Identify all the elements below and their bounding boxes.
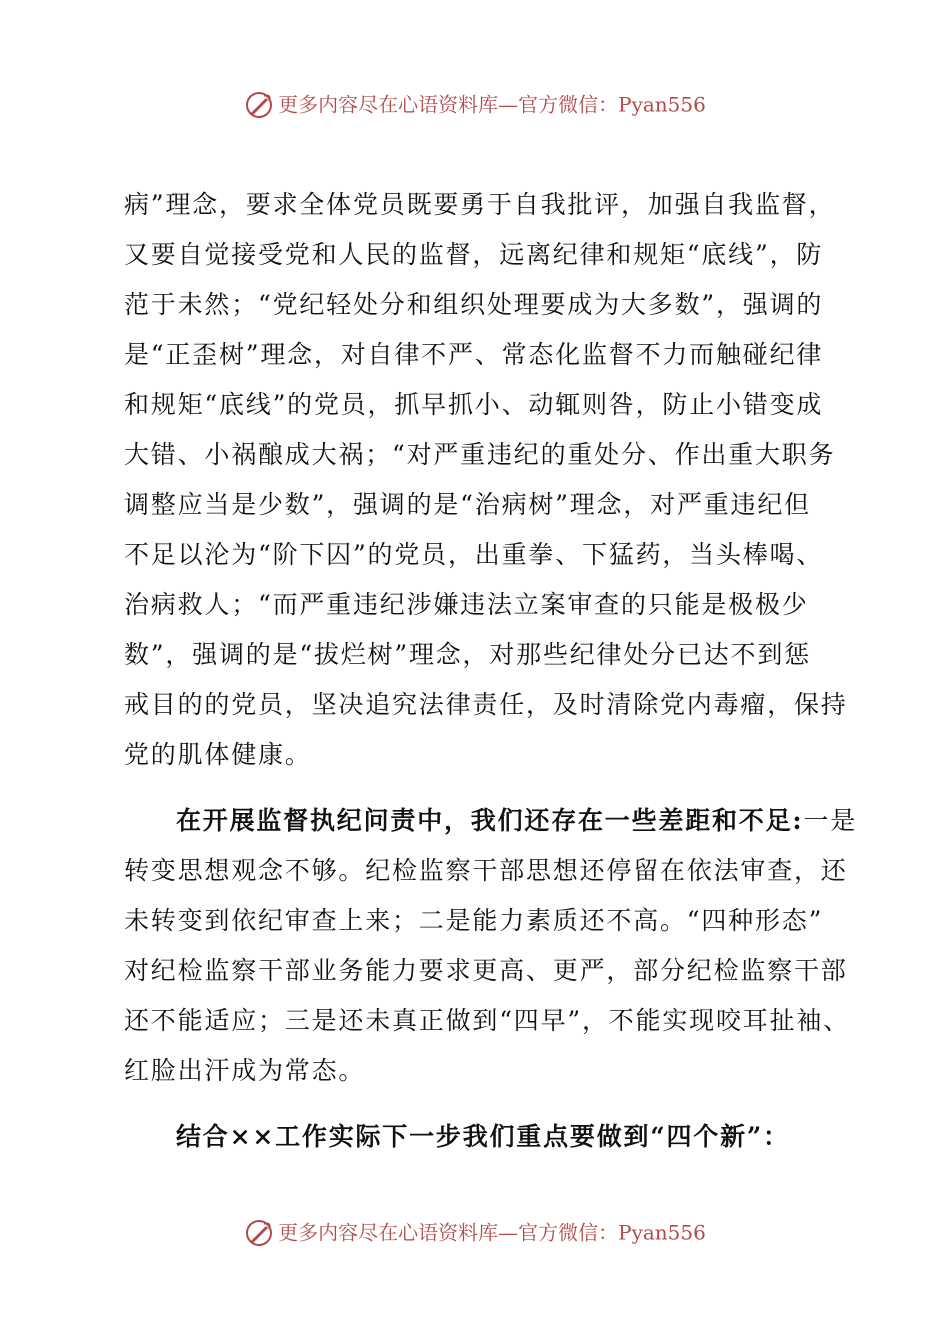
text-line: 又要自觉接受党和人民的监督，远离纪律和规矩“底线”，防 [124, 240, 824, 269]
text-line: 范于未然；“党纪轻处分和组织处理要成为大多数”，强调的 [124, 290, 824, 319]
text-line: 病”理念，要求全体党员既要勇于自我批评，加强自我监督， [124, 190, 836, 219]
text-line: 戒目的的党员，坚决追究法律责任，及时清除党内毒瘤，保持 [124, 690, 848, 719]
watermark-text: 更多内容尽在心语资料库—官方微信：Pyan556 [278, 92, 706, 117]
text-line: 调整应当是少数”，强调的是“治病树”理念，对严重违纪但 [124, 490, 811, 519]
paragraph-discipline-concepts [124, 180, 848, 780]
text-line: 党的肌体健康。 [124, 740, 312, 769]
text-line: 和规矩“底线”的党员，抓早抓小、动辄则咎，防止小错变成 [124, 390, 824, 419]
quill-pen-circle-icon [244, 1218, 274, 1248]
watermark-header [0, 88, 950, 120]
text-line: 是“正歪树”理念，对自律不严、常态化监督不力而触碰纪律 [124, 340, 824, 369]
paragraph-lead-line [124, 796, 858, 846]
text-line: 红脸出汗成为常态。 [124, 1056, 366, 1085]
lead-rest-text: 一是 [803, 806, 858, 835]
document-body [124, 180, 858, 1162]
text-line: 不足以沦为“阶下囚”的党员，出重拳、下猛药，当头棒喝、 [124, 540, 824, 569]
quill-pen-circle-icon [244, 90, 274, 120]
text-line: 治病救人；“而严重违纪涉嫌违法立案审查的只能是极极少 [124, 590, 809, 619]
text-line: 还不能适应；三是还未真正做到“四早”，不能实现咬耳扯袖、 [124, 1006, 850, 1035]
section-heading: 结合××工作实际下一步我们重点要做到“四个新”： [176, 1122, 790, 1151]
paragraph-shortcomings [124, 796, 858, 1096]
text-line: 数”，强调的是“拔烂树”理念，对那些纪律处分已达不到惩 [124, 640, 811, 669]
watermark-footer [0, 1216, 950, 1248]
bold-lead-text: 在开展监督执纪问责中，我们还存在一些差距和不足: [176, 806, 804, 835]
watermark-text: 更多内容尽在心语资料库—官方微信：Pyan556 [278, 1220, 706, 1245]
text-line: 对纪检监察干部业务能力要求更高、更严，部分纪检监察干部 [124, 956, 848, 985]
text-line: 未转变到依纪审查上来；二是能力素质还不高。“四种形态” [124, 906, 824, 935]
text-line: 转变思想观念不够。纪检监察干部思想还停留在依法审查，还 [124, 856, 848, 885]
text-line: 大错、小祸酿成大祸；“对严重违纪的重处分、作出重大职务 [124, 440, 836, 469]
